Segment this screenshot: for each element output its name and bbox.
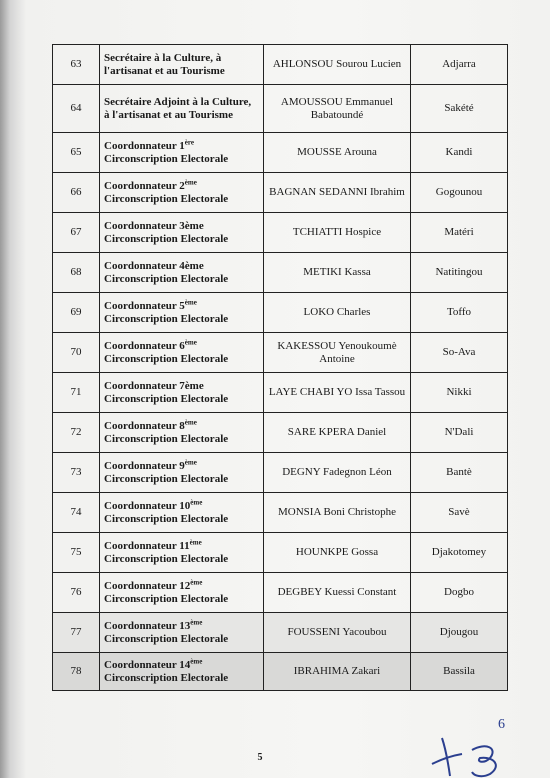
post-title-text: Secrétaire Adjoint à la Culture, à l'artisanat et au Tourisme [104, 95, 252, 121]
page-number: 5 [257, 752, 263, 763]
table-row [53, 453, 508, 493]
member-commune: Kandi [411, 133, 508, 173]
document-page [52, 44, 508, 691]
member-name: DEGNY Fadegnon Léon [264, 453, 411, 493]
post-title-text: Secrétaire à la Culture, à l'artisanat et au Tourisme [104, 51, 225, 77]
post-title [100, 85, 264, 133]
post-title-text: Coordonnateur 8 [104, 419, 185, 432]
member-name: FOUSSENI Yacoubou [264, 613, 411, 653]
table-row [53, 333, 508, 373]
row-number: 65 [53, 133, 100, 173]
row-number: 71 [53, 373, 100, 413]
post-title-text: Coordonnateur 14 [104, 658, 191, 671]
post-title-line2: Circonscription Electorale [104, 432, 229, 445]
post-title-superscript: ème [184, 177, 197, 186]
table-row [53, 413, 508, 453]
post-title [100, 613, 264, 653]
member-table [52, 44, 508, 691]
table-row [53, 133, 508, 173]
post-title-text: Coordonnateur 9 [104, 459, 185, 472]
row-number: 72 [53, 413, 100, 453]
member-commune: So-Ava [411, 333, 508, 373]
post-title [100, 333, 264, 373]
post-title-text: Coordonnateur 2 [104, 179, 185, 192]
post-title-text: Coordonnateur 10 [104, 499, 191, 512]
post-title [100, 373, 264, 413]
post-title-text: Coordonnateur 12 [104, 579, 191, 592]
member-commune: Sakété [411, 85, 508, 133]
row-number: 78 [53, 653, 100, 691]
member-name: HOUNKPE Gossa [264, 533, 411, 573]
post-title-superscript: ème [190, 656, 203, 665]
member-commune: Savè [411, 493, 508, 533]
member-commune: Matéri [411, 213, 508, 253]
post-title-line2: Circonscription Electorale [104, 552, 229, 565]
member-commune: Djougou [411, 613, 508, 653]
member-commune: Bantè [411, 453, 508, 493]
post-title-line2: Circonscription Electorale [104, 192, 229, 205]
row-number: 74 [53, 493, 100, 533]
post-title-line2: Circonscription Electorale [104, 671, 229, 684]
post-title-superscript: ème [184, 417, 197, 426]
table-row [53, 293, 508, 333]
handwritten-signature [428, 716, 538, 778]
member-name: DEGBEY Kuessi Constant [264, 573, 411, 613]
row-number: 66 [53, 173, 100, 213]
post-title-line2: Circonscription Electorale [104, 512, 229, 525]
table-row [53, 85, 508, 133]
post-title-text: Coordonnateur 11 [104, 539, 190, 552]
row-number: 77 [53, 613, 100, 653]
post-title-line2: Circonscription Electorale [104, 592, 229, 605]
member-commune: Nikki [411, 373, 508, 413]
post-title-line2: Circonscription Electorale [104, 312, 229, 325]
member-name: AMOUSSOU Emmanuel Babatoundé [264, 85, 411, 133]
row-number: 69 [53, 293, 100, 333]
post-title-text: Coordonnateur 7ème [104, 379, 204, 392]
member-commune: Adjarra [411, 45, 508, 85]
post-title-superscript: ème [184, 337, 197, 346]
member-name: AHLONSOU Sourou Lucien [264, 45, 411, 85]
member-commune: Natitingou [411, 253, 508, 293]
member-name: TCHIATTI Hospice [264, 213, 411, 253]
post-title-text: Coordonnateur 1 [104, 139, 185, 152]
table-row [53, 493, 508, 533]
post-title [100, 293, 264, 333]
table-row [53, 253, 508, 293]
post-title [100, 133, 264, 173]
post-title-line2: Circonscription Electorale [104, 392, 229, 405]
post-title-line2: Circonscription Electorale [104, 152, 229, 165]
post-title-text: Coordonnateur 6 [104, 339, 185, 352]
member-commune: N'Dali [411, 413, 508, 453]
signature-note: 6 [498, 717, 505, 732]
member-name: METIKI Kassa [264, 253, 411, 293]
table-row [53, 373, 508, 413]
member-commune: Bassila [411, 653, 508, 691]
row-number: 64 [53, 85, 100, 133]
post-title-superscript: ème [190, 617, 203, 626]
row-number: 76 [53, 573, 100, 613]
post-title-line2: Circonscription Electorale [104, 232, 229, 245]
post-title-text: Coordonnateur 13 [104, 619, 191, 632]
post-title [100, 45, 264, 85]
member-name: SARE KPERA Daniel [264, 413, 411, 453]
post-title [100, 173, 264, 213]
member-name: IBRAHIMA Zakari [264, 653, 411, 691]
post-title-text: Coordonnateur 4ème [104, 259, 204, 272]
post-title [100, 213, 264, 253]
row-number: 70 [53, 333, 100, 373]
post-title [100, 413, 264, 453]
post-title-text: Coordonnateur 3ème [104, 219, 204, 232]
post-title-superscript: ème [189, 537, 202, 546]
post-title-superscript: ème [184, 297, 197, 306]
member-commune: Gogounou [411, 173, 508, 213]
member-name: LAYE CHABI YO Issa Tassou [264, 373, 411, 413]
row-number: 68 [53, 253, 100, 293]
member-commune: Djakotomey [411, 533, 508, 573]
member-name: MOUSSE Arouna [264, 133, 411, 173]
member-name: KAKESSOU Yenoukoumè Antoine [264, 333, 411, 373]
post-title-line2: Circonscription Electorale [104, 472, 229, 485]
table-row [53, 173, 508, 213]
post-title [100, 453, 264, 493]
post-title-superscript: ème [190, 577, 203, 586]
post-title-superscript: ère [184, 137, 194, 146]
member-name: LOKO Charles [264, 293, 411, 333]
post-title [100, 573, 264, 613]
post-title [100, 533, 264, 573]
post-title [100, 653, 264, 691]
member-commune: Toffo [411, 293, 508, 333]
table-row [53, 573, 508, 613]
row-number: 73 [53, 453, 100, 493]
post-title-line2: Circonscription Electorale [104, 632, 229, 645]
member-name: BAGNAN SEDANNI Ibrahim [264, 173, 411, 213]
post-title-line2: Circonscription Electorale [104, 272, 229, 285]
post-title-superscript: ème [184, 457, 197, 466]
table-row [53, 533, 508, 573]
post-title-text: Coordonnateur 5 [104, 299, 185, 312]
table-row [53, 653, 508, 691]
table-row [53, 45, 508, 85]
post-title [100, 493, 264, 533]
row-number: 63 [53, 45, 100, 85]
post-title-superscript: ème [190, 497, 203, 506]
table-row [53, 613, 508, 653]
member-commune: Dogbo [411, 573, 508, 613]
post-title-line2: Circonscription Electorale [104, 352, 229, 365]
member-name: MONSIA Boni Christophe [264, 493, 411, 533]
row-number: 75 [53, 533, 100, 573]
post-title [100, 253, 264, 293]
member-table-body [53, 45, 508, 691]
table-row [53, 213, 508, 253]
row-number: 67 [53, 213, 100, 253]
